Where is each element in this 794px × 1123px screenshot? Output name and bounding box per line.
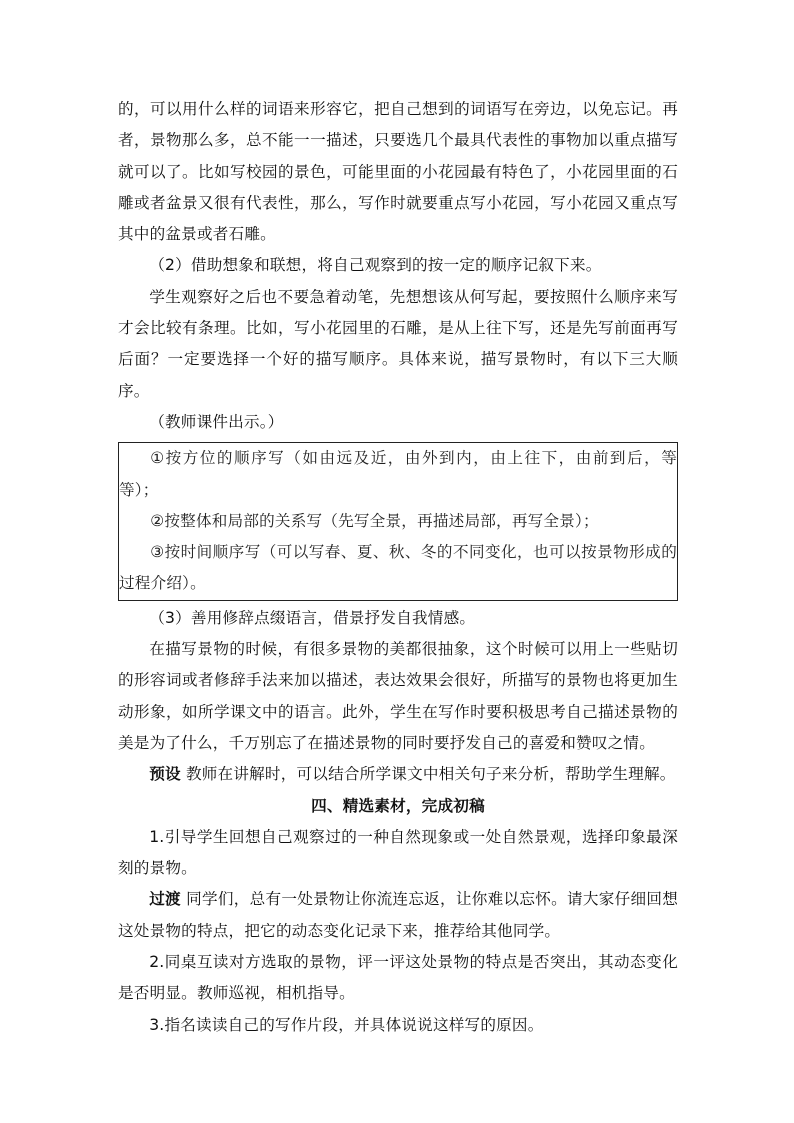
paragraph-observation-continued: 的，可以用什么样的词语来形容它，把自己想到的词语写在旁边，以免忘记。再者，景物那么多，总不能一一描述，只要选几个最具代表性的事物加以重点描写就可以了。比如写校园的景色，可能里面的小花园最有特色了，小花园里面的石雕或者盆景又很有代表性，那么，写作时就要重点写小花园，写小花园又重点写其中的盆景或者石雕。 (118, 100, 678, 244)
step-1: 1.引导学生回想自己观察过的一种自然现象或一处自然景观，选择印象最深刻的景物。 (118, 827, 678, 878)
step-2: 2.同桌互读对方选取的景物，评一评这处景物的特点是否突出，其动态变化是否明显。教师巡视，相机指导。 (118, 953, 678, 1003)
preset-label: 预设 (149, 765, 181, 784)
paragraph-rhetoric: 在描写景物的时候，有很多景物的美都很抽象，这个时候可以用上一些贴切的形容词或者修辞手法来加以描述，表达效果会很好，所描写的景物也将更加生动形象，如所学课文中的语言。此外，学生在写作时要积极思考自己描述景物的美是为了什么，千万别忘了在描述景物的同时要抒发自己的喜爱和赞叹之情。 (118, 640, 678, 752)
subheading-imagination: （2）借助想象和联想，将自己观察到的按一定的顺序记叙下来。 (149, 256, 602, 275)
transition-text: 同学们，总有一处景物让你流连忘返，让你难以忘怀。请大家仔细回想这处景物的特点，把它的动态变化记录下来，推荐给其他同学。 (118, 890, 678, 940)
step-3: 3.指名读读自己的写作片段，并具体说说这样写的原因。 (149, 1015, 544, 1034)
preset-text: 教师在讲解时，可以结合所学课文中相关句子来分析，帮助学生理解。 (185, 765, 676, 784)
transition-label: 过渡 (149, 890, 181, 909)
order-item-whole-part: ②按整体和局部的关系写（先写全景，再描述局部，再写全景）； (150, 511, 599, 530)
note-teacher-courseware: （教师课件出示。） (149, 412, 284, 431)
section-heading: 四、精选素材，完成初稿 (311, 796, 485, 815)
courseware-box (118, 442, 678, 600)
paragraph-preset (118, 759, 678, 790)
paragraph-transition (118, 884, 678, 947)
paragraph-writing-order: 学生观察好之后也不要急着动笔，先想想该从何写起，要按照什么顺序来写才会比较有条理。比如，写小花园里的石雕，是从上往下写，还是先写前面再写后面？一定要选择一个好的描写顺序。具体来说，描写景物时，有以下三大顺序。 (118, 287, 678, 400)
subheading-rhetoric: （3）善用修辞点缀语言，借景抒发自我情感。 (149, 608, 476, 627)
order-item-time: ③按时间顺序写（可以写春、夏、秋、冬的不同变化，也可以按景物形成的过程介绍）。 (119, 543, 677, 593)
document-page (118, 94, 678, 1041)
order-item-direction: ①按方位的顺序写（如由远及近，由外到内，由上往下，由前到后，等等）； (119, 449, 677, 499)
